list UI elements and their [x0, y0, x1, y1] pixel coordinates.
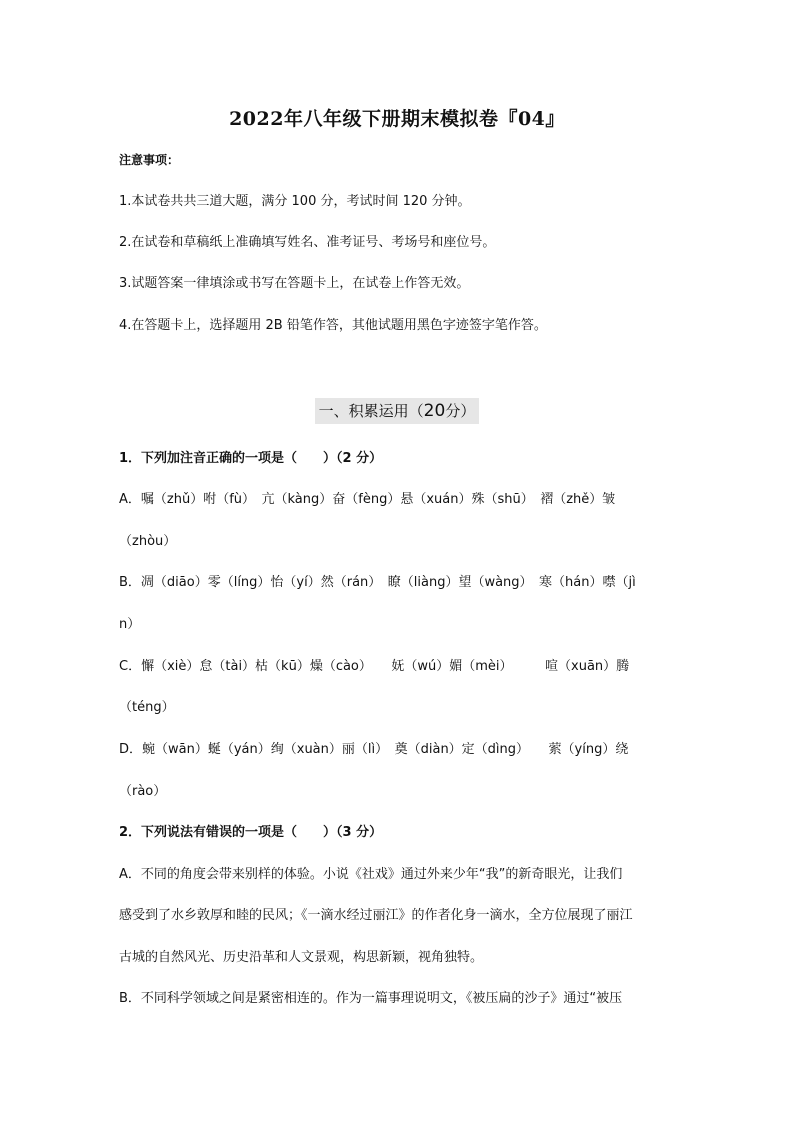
- question-1-option-d-cont: （rào）: [119, 784, 167, 799]
- question-1-option-a-cont: （zhòu）: [119, 534, 177, 549]
- question-1-option-a: A．嘱（zhǔ）咐（fù） 亢（kàng）奋（fèng）悬（xuán）殊（shū） 褶（zhě）皱: [119, 492, 616, 507]
- notice-item-3: 3.试题答案一律填涂或书写在答题卡上，在试卷上作答无效。: [119, 276, 470, 291]
- notice-heading: 注意事项：: [119, 153, 180, 167]
- question-1-option-b: B．凋（diāo）零（líng）怡（yí）然（rán） 瞭（liàng）望（wàng） 寒（hán）噤（jì: [119, 575, 636, 590]
- question-2-option-b: B．不同科学领域之间是紧密相连的。作为一篇事理说明文，《被压扁的沙子》通过“被压: [119, 991, 623, 1006]
- question-1-option-b-cont: n）: [119, 617, 141, 632]
- question-1-option-c: C．懈（xiè）怠（tài）枯（kū）燥（cào） 妩（wú）媚（mèi） 喧（xuān）腾: [119, 659, 630, 674]
- section-prefix: 一、积累运用（: [318, 402, 424, 420]
- section-suffix: 分）: [445, 402, 476, 420]
- question-1-option-c-cont: （téng）: [119, 700, 175, 715]
- question-2-stem: 2．下列说法有错误的一项是（ ）（3 分）: [119, 825, 383, 840]
- question-1-option-d: D．蜿（wān）蜒（yán）绚（xuàn）丽（lì） 奠（diàn）定（dìng） 萦（yíng）绕: [119, 742, 629, 757]
- notice-item-1: 1.本试卷共共三道大题，满分 100 分，考试时间 120 分钟。: [119, 194, 471, 209]
- question-2-option-a: A．不同的角度会带来别样的体验。小说《社戏》通过外来少年“我”的新奇眼光，让我们: [119, 867, 623, 882]
- notice-item-2: 2.在试卷和草稿纸上准确填写姓名、准考证号、考场号和座位号。: [119, 235, 496, 250]
- notice-item-4: 4.在答题卡上，选择题用 2B 铅笔作答，其他试题用黑色字迹签字笔作答。: [119, 318, 547, 333]
- question-2-option-a-cont-1: 感受到了水乡敦厚和睦的民风；《一滴水经过丽江》的作者化身一滴水，全方位展现了丽江: [119, 908, 633, 923]
- question-1-stem: 1．下列加注音正确的一项是（ ）（2 分）: [119, 451, 383, 466]
- section-heading: [315, 398, 480, 424]
- question-2-option-a-cont-2: 古城的自然风光、历史沿革和人文景观，构思新颖，视角独特。: [119, 950, 484, 965]
- section-heading-wrap: [0, 398, 794, 424]
- exam-title: 2022年八年级下册期末模拟卷『04』: [229, 108, 565, 130]
- section-score: 20: [423, 401, 446, 421]
